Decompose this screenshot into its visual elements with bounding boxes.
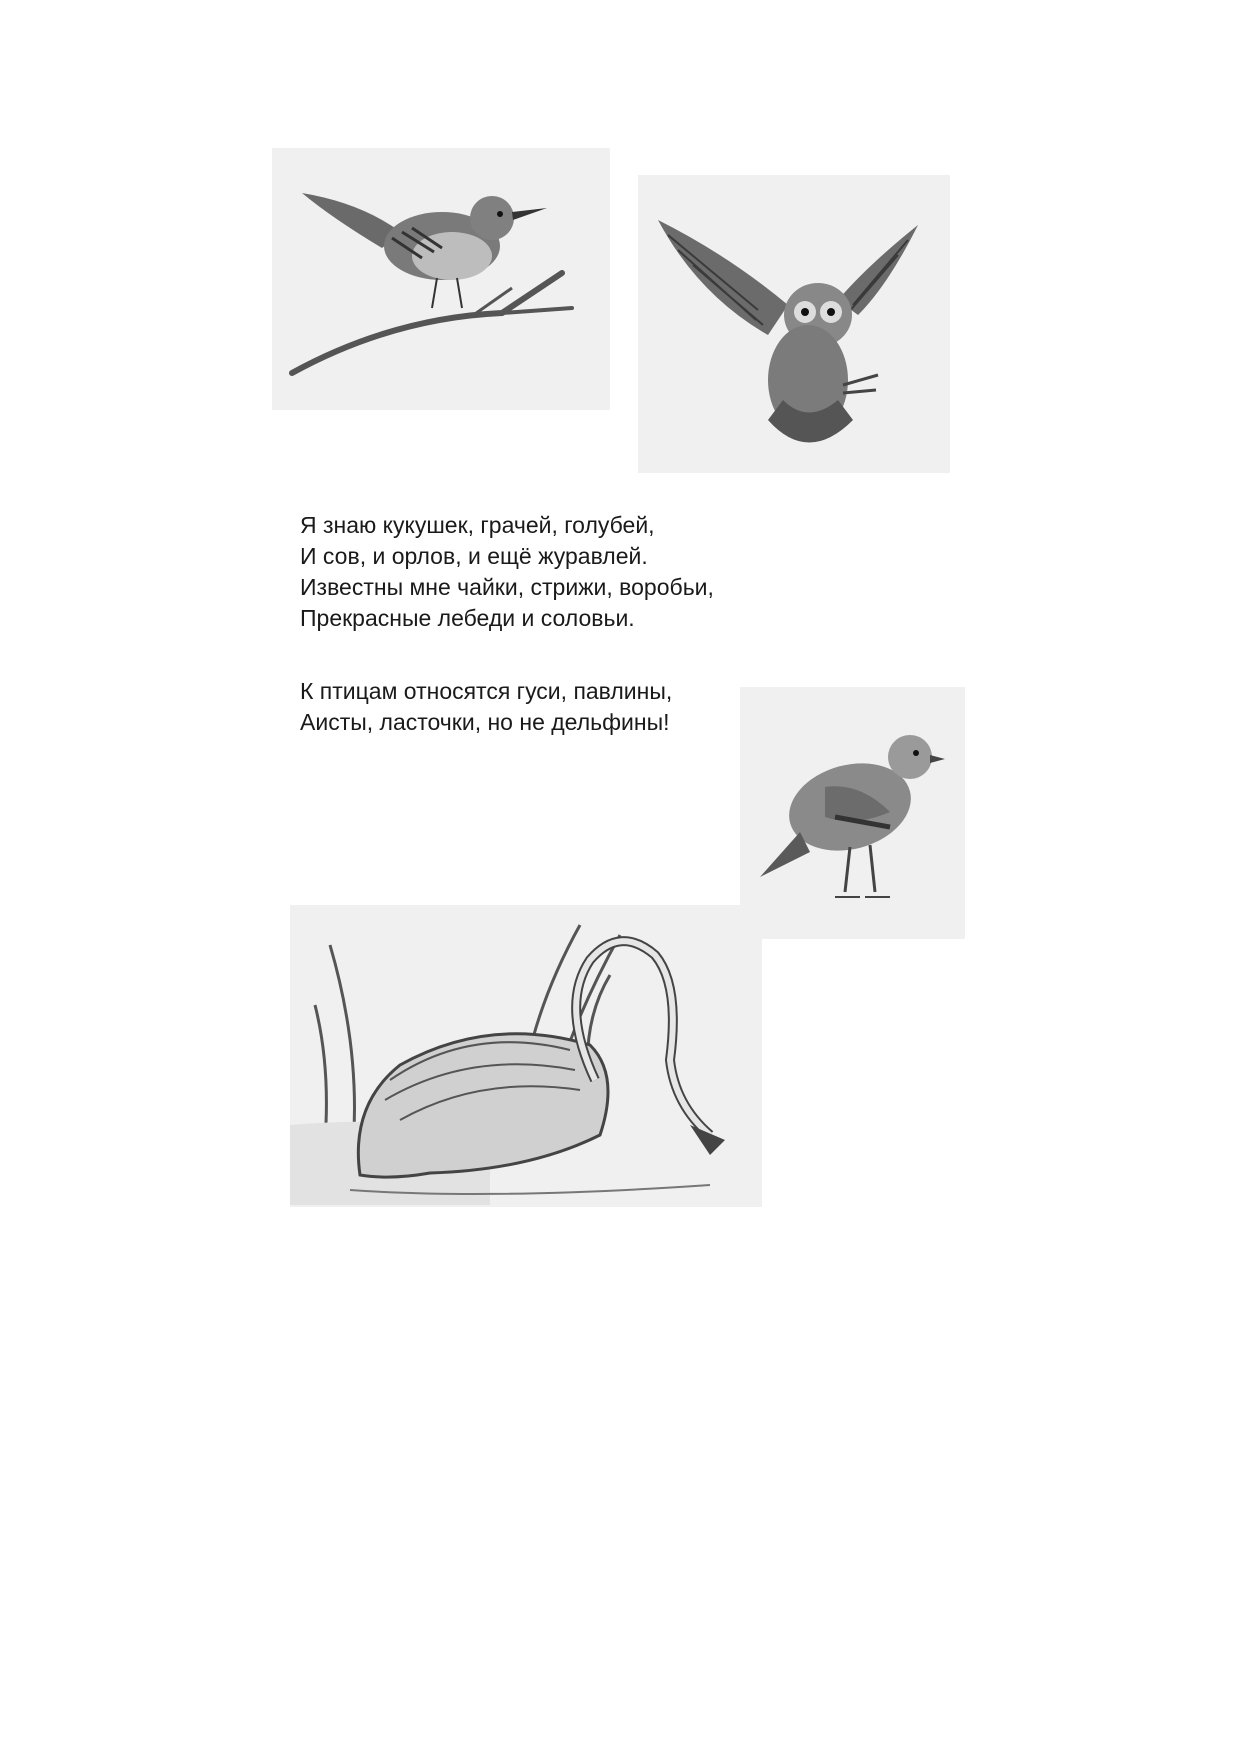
poem-line: Я знаю кукушек, грачей, голубей,: [300, 512, 655, 538]
poem-stanza-1: [300, 510, 820, 634]
wren-illustration: [272, 148, 610, 410]
swan-drawing: [290, 905, 762, 1207]
poem-stanza-2: [300, 676, 820, 738]
poem-line: И сов, и орлов, и ещё журавлей.: [300, 543, 648, 569]
poem-line: Прекрасные лебеди и соловьи.: [300, 605, 635, 631]
poem-line: К птицам относятся гуси, павлины,: [300, 678, 673, 704]
poem-line: Известны мне чайки, стрижи, воробьи,: [300, 574, 714, 600]
owl-illustration: [638, 175, 950, 473]
wren-drawing: [272, 148, 610, 410]
owl-drawing: [638, 175, 950, 473]
poem-line: Аисты, ласточки, но не дельфины!: [300, 709, 670, 735]
swan-illustration: [290, 905, 762, 1207]
